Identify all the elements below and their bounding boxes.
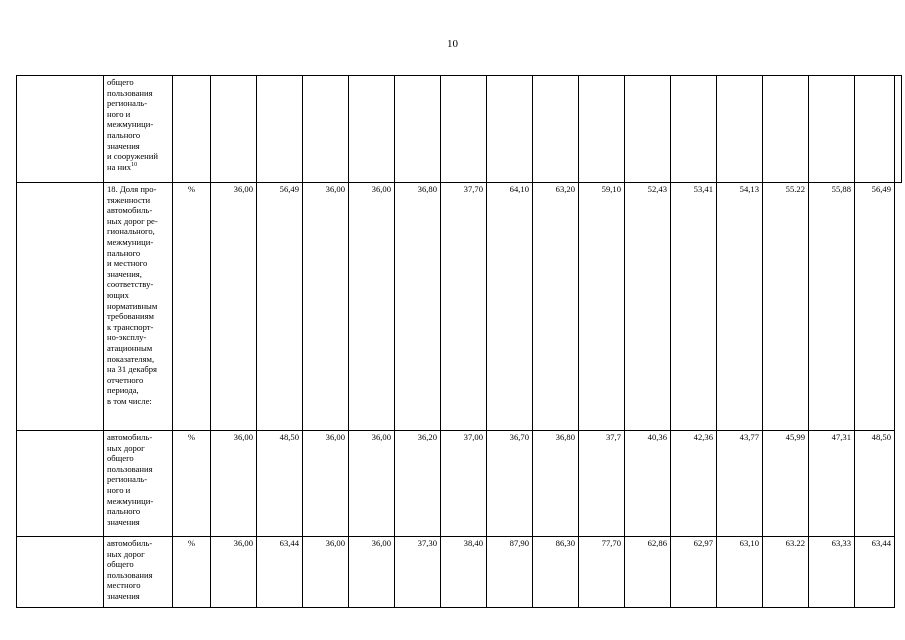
table-row — [17, 76, 902, 183]
value-cell — [441, 76, 487, 183]
indicator-line: в том числе: — [107, 395, 152, 406]
indicator-line: значения — [107, 516, 140, 527]
value-cell: 59,10 — [579, 183, 625, 431]
value-cell: 63.22 — [763, 537, 809, 608]
indicator-line: на 31 декабря — [107, 364, 157, 375]
unit-cell: % — [173, 431, 211, 537]
value-cell — [763, 76, 809, 183]
value-cell — [579, 76, 625, 183]
value-cell: 37,30 — [395, 537, 441, 608]
indicator-line: на них$^{10}$ — [107, 161, 138, 172]
value-cell: 63,20 — [533, 183, 579, 431]
value-cell: 36,00 — [303, 183, 349, 431]
value-cell: 36,00 — [303, 431, 349, 537]
indicators-table — [16, 75, 902, 608]
indicator-line: периода, — [107, 385, 139, 396]
indicator-line: но-эксплу- — [107, 332, 147, 343]
value-cell: 56,49 — [855, 183, 895, 431]
indicator-line: соответству- — [107, 279, 154, 290]
value-cell: 86,30 — [533, 537, 579, 608]
indicator-cell — [104, 431, 173, 537]
value-cell — [671, 76, 717, 183]
indicator-line: региональ- — [107, 98, 148, 109]
indicator-line: к транспорт- — [107, 321, 154, 332]
footnote-marker: 10 — [131, 161, 138, 168]
value-cell: 43,77 — [717, 431, 763, 537]
value-cell: 36,00 — [349, 183, 395, 431]
indicator-line: ных дорог ре- — [107, 215, 158, 226]
indicator-line: нормативным — [107, 300, 158, 311]
indicator-line: ющих — [107, 289, 129, 300]
indicator-line: требованиям — [107, 311, 154, 322]
indicator-line: ных дорог — [107, 442, 145, 453]
value-cell: 48,50 — [855, 431, 895, 537]
value-cell — [303, 76, 349, 183]
value-cell: 63,33 — [809, 537, 855, 608]
indicator-line: пользования — [107, 87, 153, 98]
indicator-line: общего — [107, 559, 134, 570]
value-cell: 62,97 — [671, 537, 717, 608]
indicator-line: общего — [107, 77, 134, 87]
value-cell — [395, 76, 441, 183]
indicator-line: пользования — [107, 569, 153, 580]
value-cell — [855, 76, 895, 183]
indicator-line: значения — [107, 140, 140, 151]
value-cell: 63,10 — [717, 537, 763, 608]
value-cell: 36,00 — [349, 537, 395, 608]
value-cell — [257, 76, 303, 183]
value-cell: 77,70 — [579, 537, 625, 608]
indicator-line: пального — [107, 247, 141, 258]
indicator-line: ного и — [107, 108, 131, 119]
value-cell — [625, 76, 671, 183]
value-cell: 37,7 — [579, 431, 625, 537]
value-cell: 55.22 — [763, 183, 809, 431]
value-cell: 38,40 — [441, 537, 487, 608]
indicator-line: пального — [107, 129, 141, 140]
indicator-line: пального — [107, 506, 141, 517]
indicator-cell — [104, 537, 173, 608]
value-cell: 36,00 — [211, 183, 257, 431]
value-cell: 56,49 — [257, 183, 303, 431]
value-cell: 37,70 — [441, 183, 487, 431]
value-cell — [717, 76, 763, 183]
indicator-cell — [104, 76, 173, 183]
indicator-line: ного и — [107, 484, 131, 495]
value-cell: 36,80 — [395, 183, 441, 431]
value-cell — [533, 76, 579, 183]
page-number: 10 — [447, 38, 458, 50]
value-cell: 36,00 — [211, 537, 257, 608]
indicator-line: межмуници- — [107, 236, 154, 247]
value-cell — [349, 76, 395, 183]
value-cell: 63,44 — [257, 537, 303, 608]
value-cell: 87,90 — [487, 537, 533, 608]
value-cell: 36,00 — [349, 431, 395, 537]
indicator-line: пользования — [107, 463, 153, 474]
value-cell — [487, 76, 533, 183]
value-cell: 53,41 — [671, 183, 717, 431]
value-cell: 36,20 — [395, 431, 441, 537]
value-cell: 62,86 — [625, 537, 671, 608]
unit-cell: % — [173, 183, 211, 431]
table-row — [17, 431, 902, 537]
blank-cell — [17, 76, 104, 183]
table-row — [17, 183, 902, 431]
indicator-cell — [104, 183, 173, 431]
indicator-line: гионального, — [107, 226, 155, 237]
indicator-line: значения — [107, 590, 140, 601]
value-cell: 47,31 — [809, 431, 855, 537]
value-cell — [809, 76, 855, 183]
indicator-line: показателям, — [107, 353, 155, 364]
indicator-line: межмуници- — [107, 495, 154, 506]
blank-cell — [17, 431, 104, 537]
indicator-line: региональ- — [107, 474, 148, 485]
indicator-line: местного — [107, 580, 141, 591]
indicator-line: отчетного — [107, 374, 144, 385]
indicator-line: 18. Доля про- — [107, 184, 157, 194]
value-cell — [211, 76, 257, 183]
indicator-line: ных дорог — [107, 548, 145, 559]
value-cell — [895, 76, 902, 183]
table-row — [17, 537, 902, 608]
value-cell: 37,00 — [441, 431, 487, 537]
value-cell: 36,70 — [487, 431, 533, 537]
value-cell: 36,00 — [303, 537, 349, 608]
value-cell: 55,88 — [809, 183, 855, 431]
unit-cell — [173, 76, 211, 183]
indicator-line: межмуници- — [107, 119, 154, 130]
blank-cell — [17, 183, 104, 431]
value-cell: 40,36 — [625, 431, 671, 537]
indicator-line: атационным — [107, 342, 153, 353]
unit-cell: % — [173, 537, 211, 608]
indicator-line: и сооружений — [107, 151, 158, 162]
value-cell: 64,10 — [487, 183, 533, 431]
value-cell: 52,43 — [625, 183, 671, 431]
value-cell: 45,99 — [763, 431, 809, 537]
indicator-line: общего — [107, 453, 134, 464]
value-cell: 63,44 — [855, 537, 895, 608]
indicator-line: значения, — [107, 268, 142, 279]
value-cell: 48,50 — [257, 431, 303, 537]
value-cell: 42,36 — [671, 431, 717, 537]
indicator-line: автомобиль- — [107, 538, 153, 548]
blank-cell — [17, 537, 104, 608]
value-cell: 36,00 — [211, 431, 257, 537]
value-cell: 54,13 — [717, 183, 763, 431]
indicator-line: автомобиль- — [107, 205, 153, 216]
value-cell: 36,80 — [533, 431, 579, 537]
indicator-line: автомобиль- — [107, 432, 153, 442]
indicator-line: тяженности — [107, 194, 151, 205]
indicator-line: и местного — [107, 258, 148, 269]
